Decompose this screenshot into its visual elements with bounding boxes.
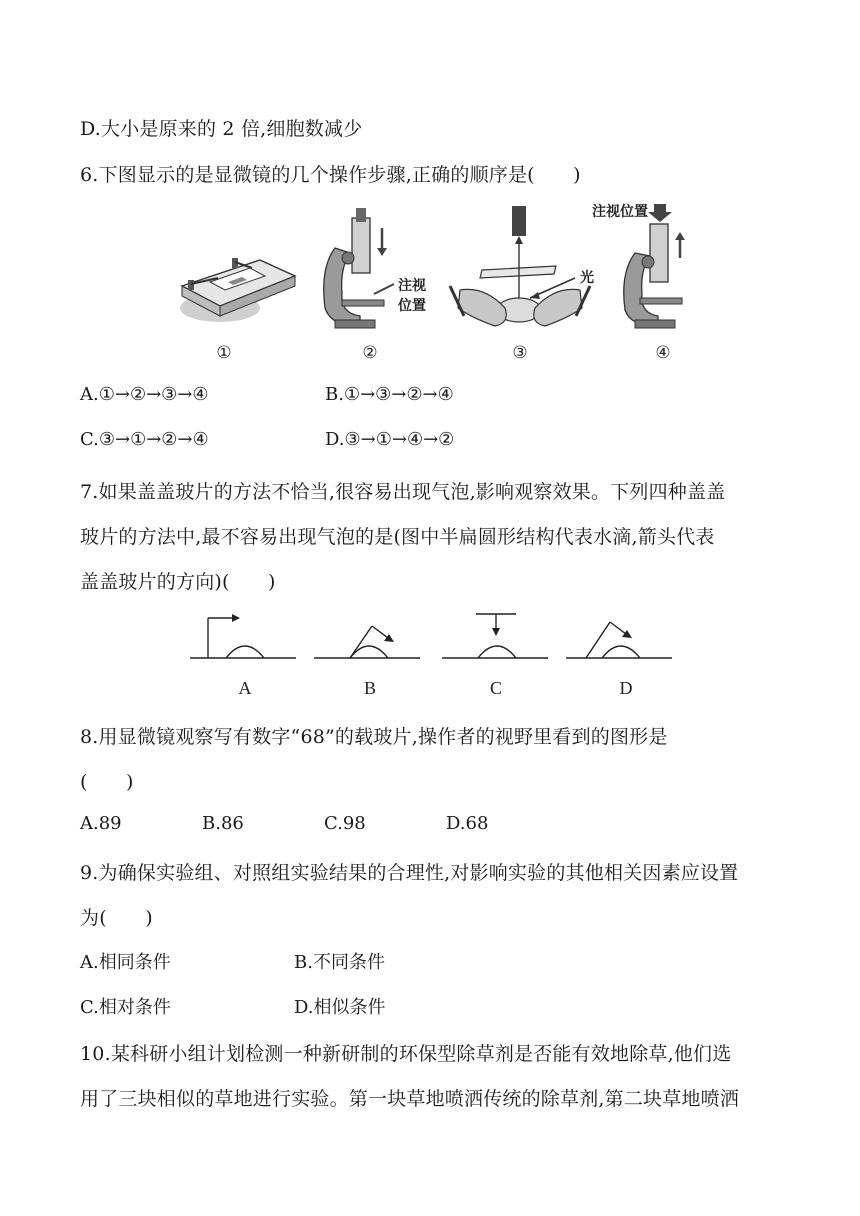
q6-stem: 6.下图显示的是显微镜的几个操作步骤,正确的顺序是( ) xyxy=(80,164,581,186)
step4-microscope-illustration xyxy=(624,204,685,328)
q8-option-a[interactable]: A.89 xyxy=(80,813,122,834)
q6-option-c[interactable]: C.③→①→②→④ xyxy=(80,429,209,450)
q6-option-d[interactable]: D.③→①→④→② xyxy=(325,429,455,450)
q6-option-a[interactable]: A.①→②→③→④ xyxy=(80,384,209,405)
option-b-diagram xyxy=(314,626,420,658)
option-a-label: A xyxy=(238,678,252,698)
step4-label: ④ xyxy=(655,343,671,363)
q8-stem-line-1: 8.用显微镜观察写有数字“68”的载玻片,操作者的视野里看到的图形是 xyxy=(80,726,668,748)
option-a-diagram xyxy=(190,614,296,658)
option-c-label: C xyxy=(489,678,503,698)
q9-option-b[interactable]: B.不同条件 xyxy=(294,952,385,973)
q9-option-c[interactable]: C.相对条件 xyxy=(80,997,171,1018)
q7-coverslip-figure xyxy=(190,608,680,704)
step3-light-label: 光 xyxy=(580,270,594,286)
q8-option-d[interactable]: D.68 xyxy=(446,813,489,834)
q7-stem-line-2: 玻片的方法中,最不容易出现气泡的是(图中半扁圆形结构代表水滴,箭头代表 xyxy=(80,526,715,548)
step3-mirror-illustration xyxy=(450,206,590,326)
step2-label: ② xyxy=(362,343,378,363)
q7-stem-line-3: 盖盖玻片的方向)( ) xyxy=(80,571,276,593)
option-d-label: D xyxy=(619,678,633,698)
q5-option-d: D.大小是原来的 2 倍,细胞数减少 xyxy=(80,118,363,140)
q10-stem-line-1: 10.某科研小组计划检测一种新研制的环保型除草剂是否能有效地除草,他们选 xyxy=(80,1043,732,1065)
step1-stage-illustration xyxy=(180,258,295,322)
q9-stem-line-1: 9.为确保实验组、对照组实验结果的合理性,对影响实验的其他相关因素应设置 xyxy=(80,862,739,884)
option-d-diagram xyxy=(566,622,672,658)
q9-stem-line-2: 为( ) xyxy=(80,907,153,929)
step4-watch-label: 注视位置 xyxy=(592,204,648,220)
q8-stem-line-2: ( ) xyxy=(80,771,134,793)
step1-label: ① xyxy=(216,343,232,363)
step2-microscope-illustration xyxy=(324,208,394,328)
q9-option-a[interactable]: A.相同条件 xyxy=(80,952,171,973)
q6-option-b[interactable]: B.①→③→②→④ xyxy=(325,384,454,405)
q8-option-c[interactable]: C.98 xyxy=(324,813,366,834)
q10-stem-line-2: 用了三块相似的草地进行实验。第一块草地喷洒传统的除草剂,第二块草地喷洒 xyxy=(80,1088,740,1110)
q7-stem-line-1: 7.如果盖盖玻片的方法不恰当,很容易出现气泡,影响观察效果。下列四种盖盖 xyxy=(80,481,726,503)
step2-watch-label-2: 位置 xyxy=(398,298,426,314)
q9-option-d[interactable]: D.相似条件 xyxy=(294,997,386,1018)
step3-label: ③ xyxy=(512,343,528,363)
option-b-label: B xyxy=(363,678,377,698)
step2-watch-label-1: 注视 xyxy=(398,278,426,294)
q6-microscope-figure xyxy=(160,198,700,368)
q8-option-b[interactable]: B.86 xyxy=(202,813,244,834)
option-c-diagram xyxy=(442,614,548,658)
